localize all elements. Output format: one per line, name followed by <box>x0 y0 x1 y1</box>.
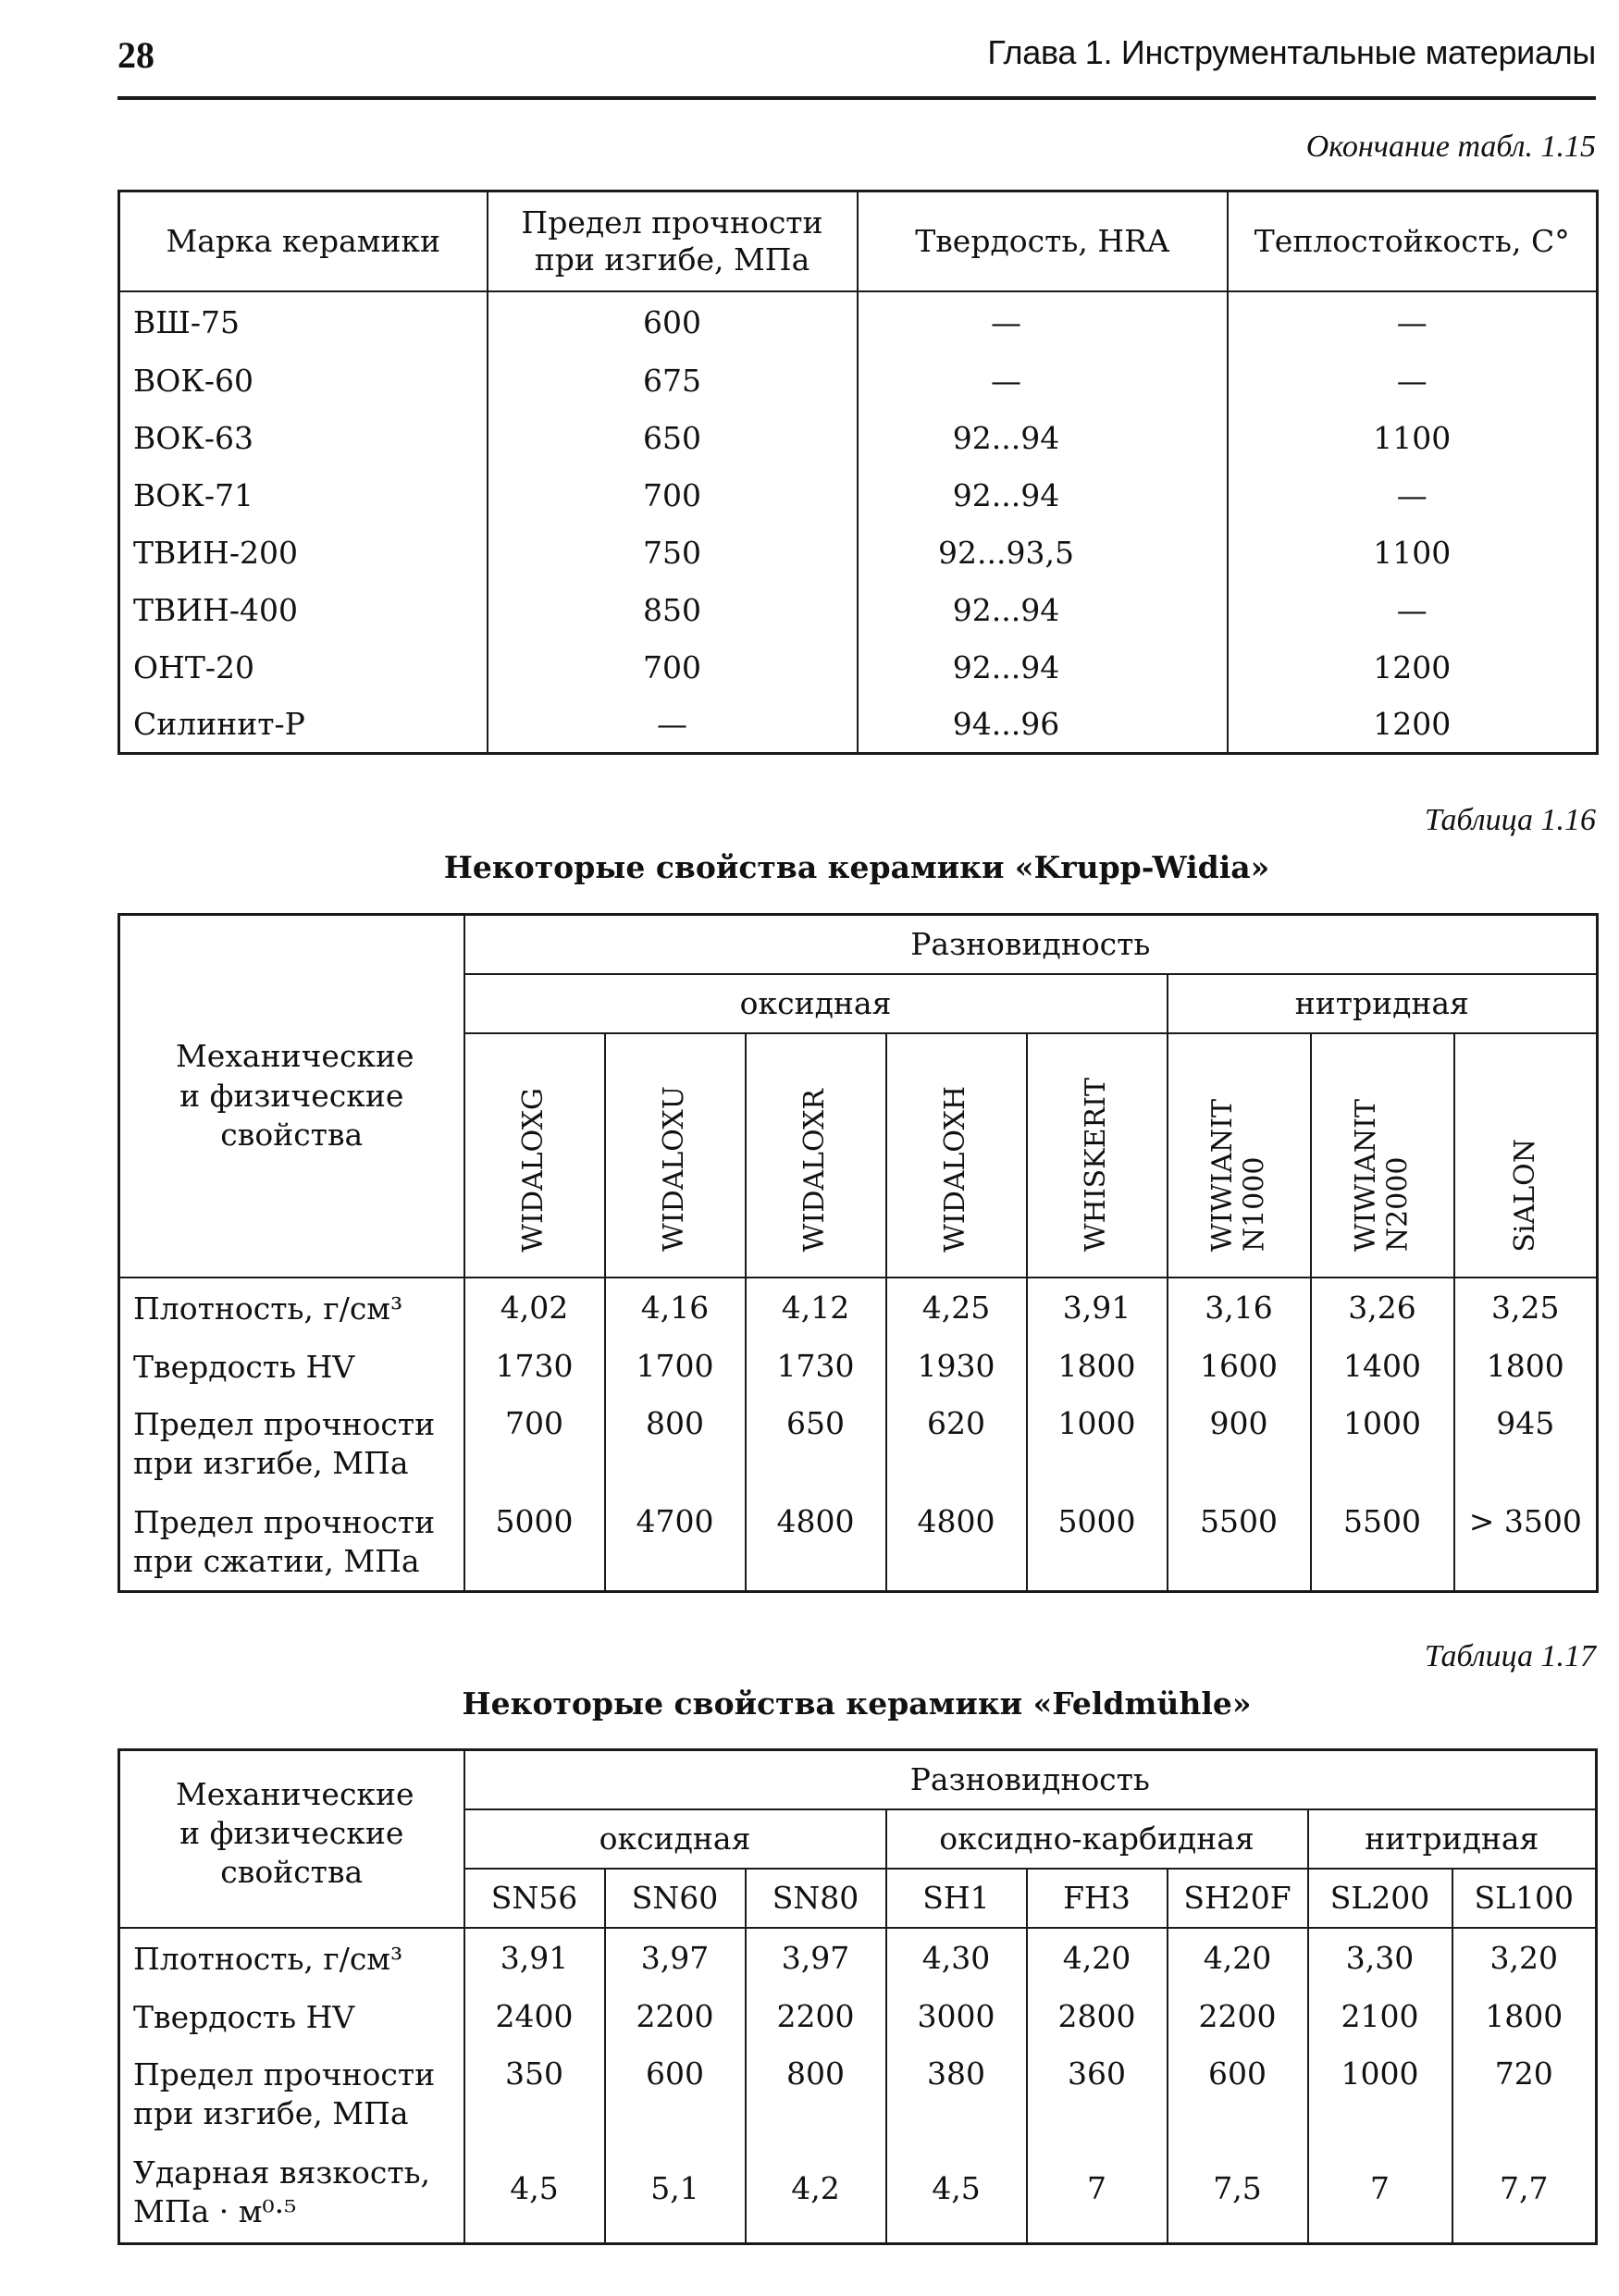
table16-title: Некоторые свойства керамики «Krupp-Widia» <box>443 849 1270 885</box>
table17-value-cell: 4,5 <box>886 2142 1027 2244</box>
table16-row <box>119 1278 1598 1337</box>
table17-value-cell: 1000 <box>1308 2044 1452 2142</box>
table17-value-cell: 360 <box>1027 2044 1168 2142</box>
table17-value-cell: 7 <box>1027 2142 1168 2244</box>
table17-row-label: Предел прочности при изгибе, МПа <box>119 2044 464 2142</box>
table16-value-cell: 650 <box>746 1394 886 1492</box>
table16-column-label: WIDALOXU <box>658 1086 691 1253</box>
table15-row <box>119 410 1598 467</box>
table17-value-cell: 4,20 <box>1027 1928 1168 1987</box>
table16-subgroup-oxide: оксидная <box>464 974 1168 1033</box>
table15-value-cell: 92...93,5 <box>858 525 1228 582</box>
table17-value-cell: 2200 <box>746 1987 886 2044</box>
table17-row <box>119 2142 1597 2244</box>
table15-value-cell: 92...94 <box>858 410 1228 467</box>
table17-value-cell: 4,5 <box>464 2142 605 2244</box>
table16-value-cell: 4,25 <box>886 1278 1027 1337</box>
table15-value-cell: 850 <box>488 582 858 639</box>
table16-column-label: WIDALOXG <box>517 1087 550 1253</box>
table15-brand-cell: ВОК-63 <box>119 410 488 467</box>
table16-value-cell: 4,12 <box>746 1278 886 1337</box>
table15-value-cell: 1100 <box>1373 535 1452 571</box>
table15-value-cell: — <box>1396 592 1427 628</box>
table16-value-cell: 1930 <box>886 1337 1027 1394</box>
table16-value-cell: 800 <box>605 1394 746 1492</box>
table17-column-header: SL200 <box>1308 1869 1452 1928</box>
table17-value-cell: 2200 <box>1168 1987 1308 2044</box>
table17-value-cell: 5,1 <box>605 2142 746 2244</box>
chapter-title: Глава 1. Инструментальные материалы <box>987 33 1596 71</box>
table17-value-cell: 800 <box>746 2044 886 2142</box>
table15-value-cell: — <box>858 352 1228 410</box>
table15-header-cell: Марка керамики <box>119 191 488 291</box>
table17-value-cell: 720 <box>1494 2055 1553 2092</box>
table17-subgroup-oxide: оксидная <box>464 1809 886 1869</box>
table15-value-cell: — <box>488 697 858 754</box>
table17-row <box>119 2044 1597 2142</box>
table15-row <box>119 639 1598 697</box>
table15-value-cell: 1200 <box>1373 649 1452 685</box>
table15-row <box>119 291 1598 352</box>
page-header <box>117 33 1596 89</box>
table16-column-header <box>1027 1033 1168 1278</box>
table15-brand-cell: ВОК-60 <box>119 352 488 410</box>
table16-group-header: Разновидность <box>464 915 1598 974</box>
table16-subgroup-nitride: нитридная <box>1168 974 1598 1033</box>
table17-value-cell: 7,7 <box>1500 2169 1549 2206</box>
table16-value-cell: 1400 <box>1311 1337 1454 1394</box>
table17-value-cell: 600 <box>605 2044 746 2142</box>
table15-row <box>119 697 1598 754</box>
table15-value-cell: — <box>858 291 1228 352</box>
table15-brand-cell: ТВИН-400 <box>119 582 488 639</box>
table17-value-cell: 4,30 <box>886 1928 1027 1987</box>
table17-value-cell: 4,2 <box>746 2142 886 2244</box>
table15-row <box>119 525 1598 582</box>
table16-value-cell: 3,91 <box>1027 1278 1168 1337</box>
table17-column-header: SN60 <box>605 1869 746 1928</box>
table16-column-header <box>1168 1033 1311 1278</box>
table17-column-header: SN80 <box>746 1869 886 1928</box>
table16-row <box>119 1337 1598 1394</box>
table17-value-cell: 3,30 <box>1308 1928 1452 1987</box>
table15-brand-cell: ВОК-71 <box>119 467 488 525</box>
table16-value-cell: 4700 <box>605 1492 746 1592</box>
table17-subgroup-nitride: нитридная <box>1308 1809 1597 1869</box>
table17-value-cell: 600 <box>1168 2044 1308 2142</box>
table16-column-label: WIDALOXR <box>798 1089 832 1253</box>
table17-value-cell: 2800 <box>1027 1987 1168 2044</box>
table16-value-cell: 4800 <box>746 1492 886 1592</box>
table16-value-cell: 700 <box>464 1394 605 1492</box>
table17-value-cell: 1800 <box>1485 1997 1563 2034</box>
table17-value-cell: 380 <box>886 2044 1027 2142</box>
table16-row <box>119 1394 1598 1492</box>
header-rule <box>117 96 1596 100</box>
table17-title: Некоторые свойства керамики «Feldmühle» <box>462 1685 1252 1722</box>
table16-column-header <box>605 1033 746 1278</box>
table15-caption: Окончание табл. 1.15 <box>1305 130 1596 164</box>
table16-value-cell: 1730 <box>746 1337 886 1394</box>
table15-value-cell: — <box>1396 303 1427 340</box>
table16-row-label: Предел прочности при изгибе, МПа <box>119 1394 464 1492</box>
table16-value-cell: > 3500 <box>1468 1502 1582 1539</box>
table17 <box>117 1748 1598 2245</box>
table16-value-cell: 4,16 <box>605 1278 746 1337</box>
table16-value-cell: 900 <box>1168 1394 1311 1492</box>
table16-value-cell: 5000 <box>464 1492 605 1592</box>
table15-row <box>119 467 1598 525</box>
table16-value-cell: 3,25 <box>1491 1289 1560 1326</box>
table16-value-cell: 620 <box>886 1394 1027 1492</box>
table15-brand-cell: ОНТ-20 <box>119 639 488 697</box>
table15-value-cell: 1100 <box>1373 420 1452 456</box>
table16-column-header <box>464 1033 605 1278</box>
table16-column-header <box>1311 1033 1454 1278</box>
table15-row <box>119 352 1598 410</box>
table16-value-cell: 3,16 <box>1168 1278 1311 1337</box>
table17-row-label: Плотность, г/см³ <box>119 1928 464 1987</box>
table15-value-cell: 1200 <box>1373 706 1452 743</box>
table16-value-cell: 4,02 <box>464 1278 605 1337</box>
table17-group-header: Разновидность <box>464 1750 1597 1809</box>
table15-header-row <box>119 191 1598 291</box>
table16-value-cell: 3,26 <box>1311 1278 1454 1337</box>
table17-row-label: Твердость HV <box>119 1987 464 2044</box>
table16-column-label: WIDALOXH <box>939 1085 972 1253</box>
table16-column-label: SiALON <box>1508 1138 1541 1253</box>
table15-value-cell: 650 <box>488 410 858 467</box>
table16-row-header: Механические и физические свойства <box>119 915 464 1278</box>
table15-header-cell: Теплостойкость, С° <box>1228 191 1598 291</box>
table17-column-header: SH1 <box>886 1869 1027 1928</box>
table15-value-cell: 700 <box>488 639 858 697</box>
table17-value-cell: 3,20 <box>1489 1939 1559 1976</box>
table16-row-label: Твердость HV <box>119 1337 464 1394</box>
table16-column-label: WHISKERIT <box>1080 1078 1113 1253</box>
table15-value-cell: 94...96 <box>858 697 1228 754</box>
table16-row <box>119 1492 1598 1592</box>
table16-value-cell: 5500 <box>1168 1492 1311 1592</box>
table16-column-header <box>886 1033 1027 1278</box>
table16-row-label: Плотность, г/см³ <box>119 1278 464 1337</box>
table17-value-cell: 2100 <box>1308 1987 1452 2044</box>
table17-column-header: SH20F <box>1168 1869 1308 1928</box>
table15 <box>117 190 1599 755</box>
page-number: 28 <box>117 34 154 76</box>
table15-row <box>119 582 1598 639</box>
table17-value-cell: 7 <box>1308 2142 1452 2244</box>
table17-subgroup-oxide-carbide: оксидно-карбидная <box>886 1809 1308 1869</box>
table17-row <box>119 1987 1597 2044</box>
table15-value-cell: 92...94 <box>858 639 1228 697</box>
table15-header-cell: Предел прочности при изгибе, МПа <box>488 191 858 291</box>
table17-value-cell: 2200 <box>605 1987 746 2044</box>
table17-value-cell: 2400 <box>464 1987 605 2044</box>
table17-value-cell: 7,5 <box>1168 2142 1308 2244</box>
table15-value-cell: 92...94 <box>858 467 1228 525</box>
table16-value-cell: 5000 <box>1027 1492 1168 1592</box>
table17-column-header: FH3 <box>1027 1869 1168 1928</box>
table15-header-cell: Твердость, HRA <box>858 191 1228 291</box>
table16-column-label: WIWIANIT N2000 <box>1349 1099 1414 1253</box>
table17-row <box>119 1928 1597 1987</box>
table15-brand-cell: ТВИН-200 <box>119 525 488 582</box>
table16 <box>117 913 1599 1593</box>
table15-value-cell: 750 <box>488 525 858 582</box>
table16-value-cell: 4800 <box>886 1492 1027 1592</box>
table17-value-cell: 3,97 <box>746 1928 886 1987</box>
table16-value-cell: 1000 <box>1027 1394 1168 1492</box>
table17-value-cell: 3000 <box>886 1987 1027 2044</box>
table16-column-label: WIWIANIT N1000 <box>1205 1099 1270 1253</box>
table17-column-header: SN56 <box>464 1869 605 1928</box>
table16-value-cell: 1800 <box>1027 1337 1168 1394</box>
table15-value-cell: — <box>1396 363 1427 399</box>
table17-column-header: SL100 <box>1452 1869 1597 1928</box>
table16-value-cell: 1700 <box>605 1337 746 1394</box>
table16-row-label: Предел прочности при сжатии, МПа <box>119 1492 464 1592</box>
table17-row-header: Механические и физические свойства <box>119 1750 464 1928</box>
table16-value-cell: 945 <box>1496 1404 1555 1441</box>
table17-row-label: Ударная вязкость, МПа · м⁰·⁵ <box>119 2142 464 2244</box>
table17-value-cell: 3,91 <box>464 1928 605 1987</box>
table17-caption: Таблица 1.17 <box>1424 1639 1596 1673</box>
table15-value-cell: 92...94 <box>858 582 1228 639</box>
table16-value-cell: 1600 <box>1168 1337 1311 1394</box>
table15-value-cell: 675 <box>488 352 858 410</box>
table16-value-cell: 1730 <box>464 1337 605 1394</box>
table17-value-cell: 350 <box>464 2044 605 2142</box>
table15-value-cell: 700 <box>488 467 858 525</box>
table16-caption: Таблица 1.16 <box>1424 803 1596 837</box>
table16-value-cell: 5500 <box>1311 1492 1454 1592</box>
table15-brand-cell: ВШ-75 <box>119 291 488 352</box>
table16-column-header <box>1454 1033 1598 1278</box>
table16-column-header <box>746 1033 886 1278</box>
table16-value-cell: 1800 <box>1486 1347 1564 1384</box>
table17-value-cell: 3,97 <box>605 1928 746 1987</box>
table16-value-cell: 1000 <box>1311 1394 1454 1492</box>
table15-value-cell: — <box>1396 477 1427 513</box>
table15-brand-cell: Силинит-Р <box>119 697 488 754</box>
table15-value-cell: 600 <box>488 291 858 352</box>
table17-value-cell: 4,20 <box>1168 1928 1308 1987</box>
